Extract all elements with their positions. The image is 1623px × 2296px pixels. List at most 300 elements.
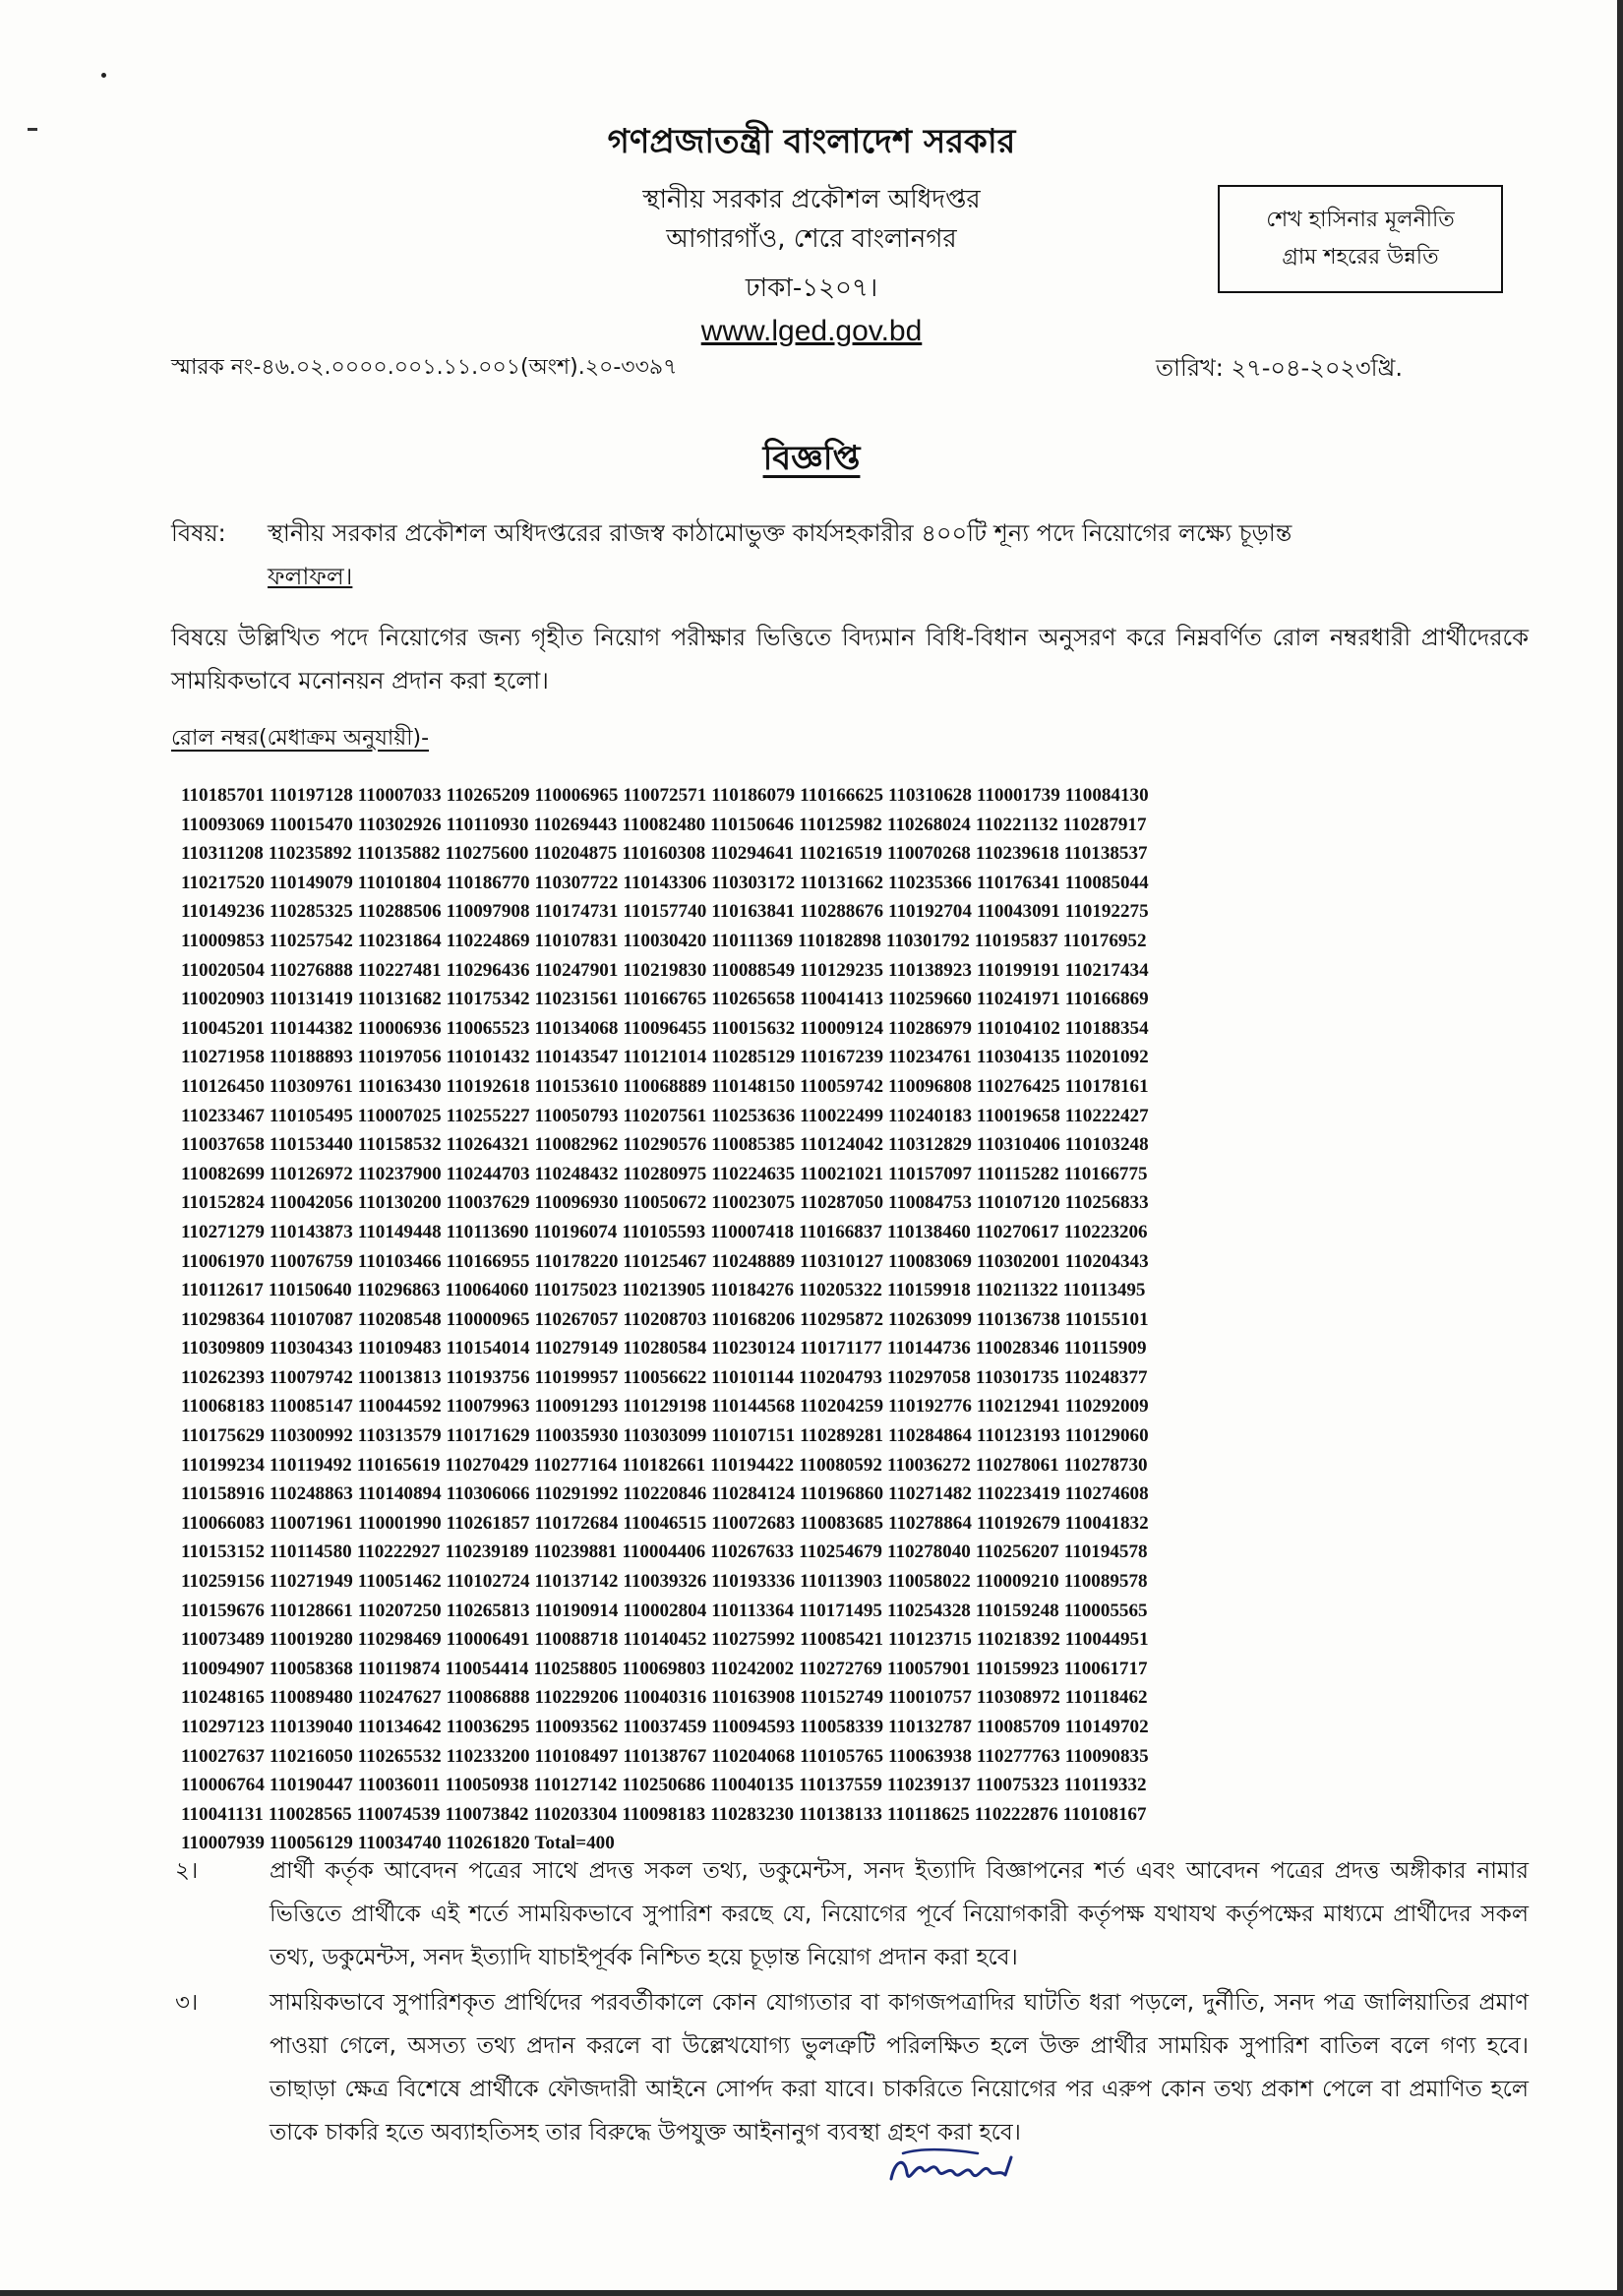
roll-number: 110222927 [356,1541,441,1563]
roll-number: 110140452 [623,1629,707,1651]
roll-number: 110144382 [269,1017,353,1039]
roll-number: 110028565 [268,1803,352,1825]
roll-number: 110219830 [623,959,707,981]
roll-number: 110115282 [976,1163,1059,1184]
roll-number: 110158916 [181,1483,265,1505]
roll-number: 110271949 [269,1571,353,1593]
roll-number: 110295872 [800,1308,883,1330]
roll-number: 110129060 [1064,1425,1149,1447]
roll-number: 110138767 [623,1745,707,1767]
roll-number: 110113364 [711,1600,795,1621]
roll-number: 110286979 [888,1017,972,1039]
roll-number: 110208703 [623,1308,707,1330]
roll-number: 110083685 [800,1512,883,1534]
roll-number: 110119492 [269,1454,352,1476]
signature [883,2140,1021,2199]
roll-number: 110079963 [446,1396,530,1418]
roll-heading: রোল নম্বর(মেধাক্রম অনুযায়ী)- [171,726,430,751]
roll-number: 110216050 [269,1745,353,1767]
roll-number: 110075323 [975,1775,1059,1796]
roll-number: 110166869 [1064,989,1149,1010]
website-link[interactable]: www.lged.gov.bd [700,315,923,347]
roll-number: 110041131 [181,1803,264,1825]
roll-number: 110020903 [181,989,265,1010]
roll-line [181,1102,1529,1131]
roll-number: 110079742 [269,1366,353,1388]
roll-number: 110007033 [357,785,442,806]
roll-number: 110216519 [799,843,882,865]
roll-number: 110027637 [181,1745,265,1767]
roll-number: 110204793 [799,1366,882,1388]
roll-number: 110159923 [975,1658,1059,1679]
roll-number: 110290576 [623,1134,707,1156]
roll-number: 110291992 [534,1483,619,1505]
roll-number: 110199234 [181,1454,265,1476]
roll-number: 110275600 [445,843,529,865]
roll-number: 110276888 [269,959,353,981]
roll-number: 110159248 [975,1600,1059,1621]
roll-number: 110265209 [446,785,530,806]
roll-number: 110090835 [1064,1745,1149,1767]
roll-number: 110023075 [711,1192,796,1214]
roll-number: 110109483 [357,1338,442,1359]
roll-number: 110235892 [268,843,352,865]
roll-number: 110166775 [1063,1163,1148,1184]
roll-number: 110006936 [357,1017,442,1039]
roll-number: 110182661 [622,1454,706,1476]
roll-number: 110171495 [799,1600,882,1621]
roll-number: 110254328 [886,1600,971,1621]
roll-number: 110176952 [1062,930,1147,951]
roll-number: 110207561 [623,1105,707,1126]
roll-line [181,1421,1529,1451]
roll-number: 110199957 [534,1366,619,1388]
roll-number: 110125467 [623,1250,707,1272]
roll-line [181,811,1529,840]
roll-number: 110297058 [886,1366,971,1388]
roll-number: 110118462 [1064,1687,1148,1709]
roll-number: 110239618 [975,843,1059,865]
roll-number: 110223419 [976,1483,1060,1505]
roll-number: 110041413 [800,989,883,1010]
roll-number: 110248165 [181,1687,265,1709]
roll-number: 110070268 [886,843,971,865]
roll-number: 110163908 [711,1687,796,1709]
roll-number: 110233200 [446,1745,530,1767]
roll-number: 110254679 [799,1541,882,1563]
roll-number: 110218392 [976,1629,1060,1651]
roll-number: 110280584 [623,1338,707,1359]
roll-number: 110229206 [534,1687,619,1709]
roll-number: 110292009 [1064,1396,1149,1418]
roll-number: 110284124 [711,1483,796,1505]
roll-number: 110118625 [886,1803,970,1825]
roll-number: 110015632 [711,1017,796,1039]
roll-number: 110084753 [888,1192,972,1214]
roll-number: 110094907 [181,1658,265,1679]
roll-number: 110284864 [888,1425,972,1447]
roll-number: 110019280 [269,1629,353,1651]
roll-number: 110043091 [976,901,1060,923]
roll-number: 110134642 [357,1717,442,1737]
roll-number: 110083069 [888,1250,972,1272]
roll-number: 110104102 [976,1017,1060,1039]
roll-number: 110247901 [534,959,619,981]
roll-line [181,1305,1529,1335]
roll-number: 110094593 [711,1717,796,1737]
roll-line [181,1567,1529,1597]
roll-number: 110102724 [446,1571,530,1593]
roll-number: 110030420 [623,930,707,951]
roll-line [181,1597,1529,1626]
roll-number: 110138537 [1063,843,1148,865]
roll-number: 110096808 [888,1075,972,1097]
roll-number: 110152749 [800,1687,883,1709]
roll-number: 110148150 [711,1075,796,1097]
roll-number: 110313579 [357,1425,442,1447]
roll-number: 110222876 [974,1803,1058,1825]
roll-number: 110153610 [534,1075,619,1097]
roll-number: 110239137 [886,1775,971,1796]
roll-number: 110037459 [623,1717,707,1737]
roll-number: 110152824 [181,1192,265,1214]
roll-line [181,1800,1529,1830]
roll-number: 110166955 [446,1250,530,1272]
roll-number: 110068183 [181,1396,265,1418]
roll-number: 110178220 [534,1250,619,1272]
roll-number: 110278864 [888,1512,972,1534]
roll-number: 110138460 [886,1221,971,1242]
paragraph-3-text: সাময়িকভাবে সুপারিশকৃত প্রার্থিদের পরবর্তীকালে কোন যোগ্যতার বা কাগজপত্রাদির ঘাটতি ধরা পড়লে, দুর্নীতি, সনদ পত্র জালিয়াতির প্রমাণ পাওয়া গেলে, অসত্য তথ্য প্রদান করলে বা উল্লেখযোগ্য ভুলত্রুটি পরিলক্ষিত হলে উক্ত প্রার্থীর সাময়িক সুপারিশ বাতিল বলে গণ্য হবে। তাছাড়া ক্ষেত্র বিশেষে প্রার্থীকে ফৌজদারী আইনে সোর্পদ করা যাবে। চাকরিতে নিয়োগের পর এরুপ কোন তথ্য প্রকাশ পেলে বা প্রমাণিত হলে তাকে চাকরি হতে অব্যাহতিসহ তার বিরুদ্ধে উপযুক্ত আইনানুগ ব্যবস্থা গ্রহণ করা হবে। [270,1990,1529,2145]
roll-number: 110277763 [976,1745,1060,1767]
roll-number: 110297123 [181,1717,265,1737]
roll-line [181,1625,1529,1655]
roll-number: 110175629 [181,1425,265,1447]
roll-number: 110166837 [799,1221,882,1242]
roll-number: 110211322 [975,1280,1058,1301]
roll-number: 110197128 [269,785,353,806]
roll-number: 110192704 [888,901,972,923]
roll-number: 110296863 [356,1280,441,1301]
roll-number: 110143873 [269,1221,353,1242]
roll-number: 110163430 [357,1075,442,1097]
roll-number: 110006491 [446,1629,530,1651]
roll-line [181,1392,1529,1421]
roll-number: 110131419 [269,989,353,1010]
roll-number: 110223206 [1063,1221,1148,1242]
address-line-1: আগারগাঁও, শেরে বাংলানগর [666,224,957,254]
roll-line [181,1451,1529,1480]
roll-number: 110300992 [269,1425,353,1447]
roll-number: 110234761 [888,1047,972,1068]
roll-number: 110005565 [1063,1600,1148,1621]
roll-number: 110137559 [799,1775,882,1796]
roll-number: 110193336 [711,1571,796,1593]
roll-number: 110004406 [622,1541,706,1563]
roll-number: 110111369 [711,930,794,951]
notice-title [0,433,1623,489]
roll-number: 110103466 [357,1250,442,1272]
roll-number: 110298469 [357,1629,442,1651]
roll-number: 110213905 [622,1280,706,1301]
roll-number: 110185701 [181,785,265,806]
roll-number: 110061717 [1063,1658,1148,1679]
roll-number: 110239189 [445,1541,529,1563]
roll-number: 110113495 [1062,1280,1146,1301]
roll-number: 110271279 [181,1221,265,1242]
roll-number: 110088549 [711,959,796,981]
roll-line [181,1509,1529,1539]
roll-number: 110306066 [446,1483,530,1505]
roll-number: 110082480 [622,814,706,835]
memo-number: স্মারক নং-৪৬.০২.০০০০.০০১.১১.০০১(অংশ).২০-৩৩৯৭ [171,355,678,380]
roll-number: 110307722 [534,872,619,893]
roll-number: 110125982 [799,814,882,835]
roll-number: 110204875 [533,843,618,865]
roll-line [181,1683,1529,1713]
roll-number: 110085044 [1064,872,1149,893]
roll-number: 110006965 [534,785,619,806]
roll-number: 110082699 [181,1163,265,1184]
roll-number: 110263099 [888,1308,972,1330]
roll-number: 110061970 [181,1250,265,1272]
roll-number: 110154014 [446,1338,530,1359]
roll-number: 110203304 [533,1803,618,1825]
roll-number: 110261857 [446,1512,530,1534]
roll-line [181,839,1529,869]
roll-number: 110064060 [445,1280,529,1301]
roll-number: 110153152 [181,1541,265,1563]
roll-number: 110237900 [357,1163,442,1184]
roll-number: 110186079 [711,785,796,806]
roll-line [181,927,1529,956]
roll-number: 110186770 [446,872,530,893]
roll-number: 110265813 [446,1600,530,1621]
roll-number: 110178161 [1064,1075,1149,1097]
roll-number: 110309809 [181,1338,265,1359]
roll-number: 110255227 [446,1105,530,1126]
roll-number: 110166625 [800,785,883,806]
roll-number: 110256833 [1064,1192,1149,1214]
roll-number: 110163841 [711,901,796,923]
roll-number: 110126450 [181,1075,265,1097]
roll-number: 110250686 [622,1775,706,1796]
roll-number: 110123715 [888,1629,972,1651]
roll-number: 110265532 [357,1745,442,1767]
roll-number: 110073489 [181,1629,265,1651]
roll-number: 110304343 [269,1338,353,1359]
roll-number: 110034740 [357,1833,442,1854]
roll-number: 110115909 [1063,1338,1147,1359]
roll-number: 110157097 [888,1163,972,1184]
subject-label: বিষয়: [171,519,226,547]
motto-box [1218,185,1503,293]
roll-number: 110105495 [269,1105,353,1126]
roll-number: 110285325 [269,901,353,923]
roll-number: 110311208 [181,843,264,865]
roll-number: 110007939 [181,1833,265,1854]
roll-number: 110103248 [1064,1134,1149,1156]
roll-number: 110296436 [446,959,530,981]
roll-number: 110086888 [446,1687,530,1709]
roll-number: 110107831 [534,930,619,951]
roll-number: 110132787 [888,1717,972,1737]
roll-number: 110036011 [357,1775,441,1796]
roll-number: 110217434 [1064,959,1149,981]
roll-number: 110082962 [534,1134,619,1156]
roll-number: 110192275 [1064,901,1149,923]
roll-number: 110131662 [800,872,883,893]
roll-line [181,869,1529,898]
roll-number: 110231561 [534,989,619,1010]
roll-number: 110101804 [357,872,442,893]
roll-number: 110107151 [711,1425,796,1447]
notice-title-text: বিজ্ঞপ্তি [762,439,861,478]
roll-number: 110088718 [534,1629,619,1651]
roll-number: 110233467 [181,1105,265,1126]
roll-number: 110058022 [886,1571,971,1593]
roll-number: 110107120 [976,1192,1060,1214]
roll-number: 110248432 [534,1163,619,1184]
paragraph-2-text: প্রার্থী কর্তৃক আবেদন পত্রের সাথে প্রদত্ত সকল তথ্য, ডকুমেন্টস, সনদ ইত্যাদি বিজ্ঞাপনের শর্ত এবং আবেদন পত্রের প্রদত্ত অঙ্গীকার নামার ভিত্তিতে প্রার্থীকে এই শর্তে সাময়িকভাবে সুপারিশ করছে যে, নিয়োগের পূর্বে নিয়োগকারী কর্তৃপক্ষ যথাযথ কর্তৃপক্ষের মাধ্যমে প্রার্থীদের সকল তথ্য, ডকুমেন্টস, সনদ ইত্যাদি যাচাইপূর্বক নিশ্চিত হয়ে চূড়ান্ত নিয়োগ প্রদান করা হবে। [270,1858,1529,1970]
roll-number: 110058368 [269,1658,353,1679]
roll-number: 110057901 [886,1658,971,1679]
roll-number: 110194578 [1063,1541,1148,1563]
roll-number: 110073842 [445,1803,529,1825]
roll-number: 110201092 [1064,1047,1149,1068]
roll-number: 110126972 [269,1163,353,1184]
roll-number: 110110930 [446,814,529,835]
office-name: স্থানীয় সরকার প্রকৌশল অধিদপ্তর [642,185,981,214]
roll-number: 110272769 [799,1658,882,1679]
roll-number: 110123193 [976,1425,1060,1447]
subject-line-2: ফলাফল। [268,563,353,590]
roll-number: 110270617 [975,1221,1059,1242]
roll-number: 110096930 [534,1192,619,1214]
roll-line [181,1218,1529,1247]
roll-number: 110128661 [269,1600,353,1621]
roll-number: 110050793 [534,1105,619,1126]
roll-number: 110020504 [181,959,265,981]
roll-number: 110278730 [1063,1454,1148,1476]
roll-number: 110280975 [623,1163,707,1184]
roll-number: 110153440 [269,1134,353,1156]
roll-number: 110155101 [1064,1308,1149,1330]
roll-number: 110046515 [623,1512,707,1534]
roll-number: 110309761 [269,1075,353,1097]
roll-number: 110007025 [357,1105,442,1126]
roll-number: 110204343 [1064,1250,1149,1272]
roll-number: 110096455 [623,1017,707,1039]
roll-number: 110138923 [888,959,972,981]
roll-number: 110192679 [976,1512,1060,1534]
roll-number: 110138133 [799,1803,882,1825]
roll-number-list [181,781,1529,1858]
subject-text [268,512,1527,598]
roll-line [181,1188,1529,1218]
roll-number: 110175342 [446,989,530,1010]
roll-number: 110080592 [799,1454,882,1476]
roll-line [181,1160,1529,1189]
roll-number: 110006764 [181,1775,265,1796]
roll-number: 110270429 [445,1454,529,1476]
roll-number: 110264321 [446,1134,530,1156]
roll-number: 110105593 [622,1221,706,1242]
roll-number: 110066083 [181,1512,265,1534]
roll-number: 110097908 [446,901,530,923]
roll-number: 110124042 [800,1134,883,1156]
roll-number: 110248377 [1063,1366,1148,1388]
roll-number: 110304135 [976,1047,1060,1068]
roll-number: 110312829 [888,1134,972,1156]
roll-number: 110158532 [357,1134,442,1156]
roll-number: 110009853 [181,930,265,951]
roll-number: 110288676 [800,901,883,923]
roll-number: 110015470 [269,814,353,835]
roll-number: 110040316 [623,1687,707,1709]
roll-number: 110294641 [710,843,795,865]
roll-number: 110289281 [800,1425,883,1447]
roll-number: 110208548 [357,1308,442,1330]
roll-total: Total=400 [534,1833,615,1854]
roll-number: 110000965 [446,1308,530,1330]
roll-number: 110085385 [711,1134,796,1156]
roll-number: 110303099 [623,1425,707,1447]
roll-number: 110205322 [799,1280,882,1301]
roll-number: 110301735 [975,1366,1059,1388]
roll-number: 110036295 [446,1717,530,1737]
roll-number: 110217520 [181,872,265,893]
roll-line [181,1713,1529,1742]
roll-number: 110010757 [888,1687,972,1709]
roll-number: 110139040 [269,1717,353,1737]
roll-number: 110058339 [800,1717,883,1737]
roll-number: 110135882 [356,843,441,865]
roll-number: 110171629 [446,1425,530,1447]
roll-number: 110160308 [622,843,706,865]
roll-number: 110275992 [711,1629,796,1651]
roll-number: 110051462 [357,1571,442,1593]
roll-number: 110149236 [181,901,265,923]
subject-line-1: স্থানীয় সরকার প্রকৌশল অধিদপ্তরের রাজস্ব কাঠামোভুক্ত কার্যসহকারীর ৪০০টি শূন্য পদে নিয়োগের লক্ষ্যে চূড়ান্ত [268,519,1292,547]
roll-number: 110035930 [534,1425,619,1447]
motto-line-2: গ্রাম শহরের উন্নতি [1282,245,1439,270]
address-line-2: ঢাকা-১২০৭। [745,273,878,303]
paragraph-2-number: ২। [175,1858,199,1884]
roll-number: 110271482 [888,1483,972,1505]
roll-number: 110159676 [181,1600,265,1621]
roll-number: 110248889 [711,1250,796,1272]
roll-number: 110265658 [711,989,796,1010]
roll-number: 110044951 [1064,1629,1149,1651]
roll-number: 110222427 [1064,1105,1149,1126]
roll-number: 110287050 [800,1192,883,1214]
roll-number: 110143306 [623,872,707,893]
roll-number: 110212941 [976,1396,1060,1418]
roll-number: 110072683 [711,1512,796,1534]
roll-number: 110150646 [710,814,795,835]
roll-number: 110188893 [269,1047,353,1068]
government-title: গণপ্রজাতন্ত্রী বাংলাদেশ সরকার [607,122,1016,161]
roll-number: 110113903 [800,1571,882,1593]
roll-number: 110040135 [710,1775,795,1796]
roll-number: 110267057 [534,1308,619,1330]
roll-number: 110129235 [800,959,883,981]
roll-number: 110278061 [975,1454,1059,1476]
roll-number: 110174731 [534,901,619,923]
roll-number: 110184276 [710,1280,795,1301]
roll-number: 110009124 [800,1017,883,1039]
